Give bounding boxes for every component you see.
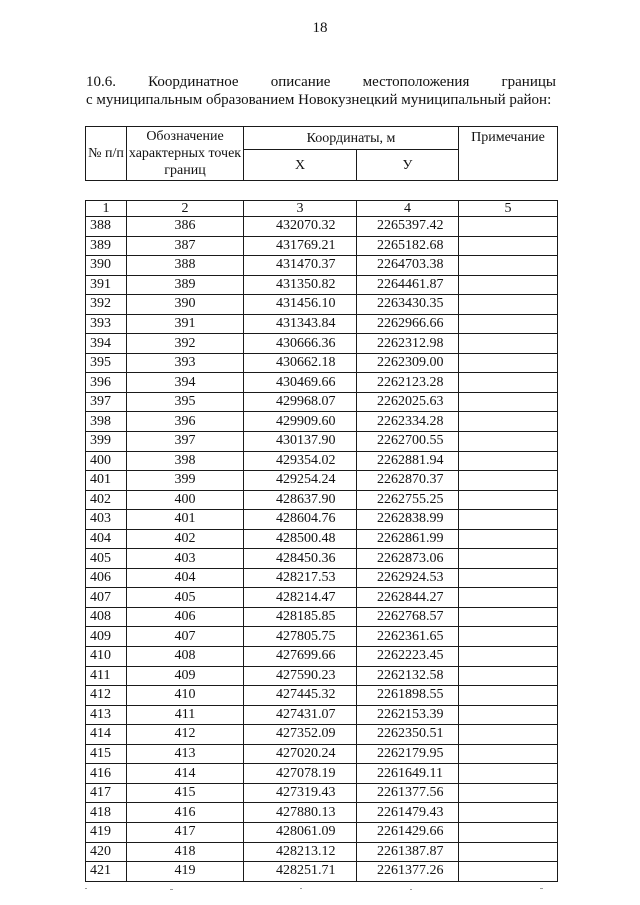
note-cell bbox=[459, 529, 558, 549]
point-id-cell: 418 bbox=[127, 842, 244, 862]
row-num-cell: 420 bbox=[86, 842, 127, 862]
y-coordinate-cell: 2262312.98 bbox=[357, 334, 459, 354]
y-coordinate-cell: 2262873.06 bbox=[357, 549, 459, 569]
header-note: Примечание bbox=[459, 127, 558, 181]
table-row bbox=[86, 432, 558, 452]
table-row bbox=[86, 627, 558, 647]
x-coordinate-cell: 429354.02 bbox=[244, 451, 357, 471]
note-cell bbox=[459, 803, 558, 823]
table-row bbox=[86, 803, 558, 823]
x-coordinate-cell: 428637.90 bbox=[244, 490, 357, 510]
column-number: 4 bbox=[357, 201, 459, 217]
y-coordinate-cell: 2265182.68 bbox=[357, 236, 459, 256]
table-row bbox=[86, 842, 558, 862]
section-heading bbox=[86, 73, 556, 109]
x-coordinate-cell: 428213.12 bbox=[244, 842, 357, 862]
coordinates-table bbox=[85, 200, 558, 882]
point-id-cell: 393 bbox=[127, 353, 244, 373]
x-coordinate-cell: 430137.90 bbox=[244, 432, 357, 452]
row-num-cell: 398 bbox=[86, 412, 127, 432]
y-coordinate-cell: 2262361.65 bbox=[357, 627, 459, 647]
row-num-cell: 404 bbox=[86, 529, 127, 549]
table-row bbox=[86, 764, 558, 784]
table-row bbox=[86, 549, 558, 569]
y-coordinate-cell: 2262123.28 bbox=[357, 373, 459, 393]
note-cell bbox=[459, 412, 558, 432]
table-row bbox=[86, 607, 558, 627]
note-cell bbox=[459, 549, 558, 569]
x-coordinate-cell: 429909.60 bbox=[244, 412, 357, 432]
x-coordinate-cell: 427020.24 bbox=[244, 744, 357, 764]
row-num-cell: 395 bbox=[86, 353, 127, 373]
x-coordinate-cell: 431350.82 bbox=[244, 275, 357, 295]
heading-line-2: с муниципальным образованием Новокузнецкий муниципальный район: bbox=[86, 92, 552, 108]
x-coordinate-cell: 429968.07 bbox=[244, 392, 357, 412]
point-id-cell: 400 bbox=[127, 490, 244, 510]
y-coordinate-cell: 2262179.95 bbox=[357, 744, 459, 764]
row-num-cell: 415 bbox=[86, 744, 127, 764]
header-designation: Обозначение характерных точек границ bbox=[127, 127, 244, 181]
x-coordinate-cell: 427352.09 bbox=[244, 725, 357, 745]
table-row bbox=[86, 862, 558, 882]
row-num-cell: 408 bbox=[86, 607, 127, 627]
x-coordinate-cell: 431343.84 bbox=[244, 314, 357, 334]
row-num-cell: 418 bbox=[86, 803, 127, 823]
point-id-cell: 390 bbox=[127, 295, 244, 315]
point-id-cell: 409 bbox=[127, 666, 244, 686]
y-coordinate-cell: 2262700.55 bbox=[357, 432, 459, 452]
table-row bbox=[86, 314, 558, 334]
point-id-cell: 410 bbox=[127, 686, 244, 706]
x-coordinate-cell: 427699.66 bbox=[244, 647, 357, 667]
x-coordinate-cell: 428185.85 bbox=[244, 607, 357, 627]
y-coordinate-cell: 2264461.87 bbox=[357, 275, 459, 295]
note-cell bbox=[459, 295, 558, 315]
column-number: 2 bbox=[127, 201, 244, 217]
note-cell bbox=[459, 666, 558, 686]
x-coordinate-cell: 428251.71 bbox=[244, 862, 357, 882]
table-row bbox=[86, 451, 558, 471]
note-cell bbox=[459, 705, 558, 725]
row-num-cell: 409 bbox=[86, 627, 127, 647]
note-cell bbox=[459, 432, 558, 452]
y-coordinate-cell: 2265397.42 bbox=[357, 217, 459, 237]
y-coordinate-cell: 2262132.58 bbox=[357, 666, 459, 686]
table-row bbox=[86, 217, 558, 237]
point-id-cell: 411 bbox=[127, 705, 244, 725]
x-coordinate-cell: 427319.43 bbox=[244, 783, 357, 803]
table-row bbox=[86, 666, 558, 686]
note-cell bbox=[459, 686, 558, 706]
row-num-cell: 410 bbox=[86, 647, 127, 667]
row-num-cell: 392 bbox=[86, 295, 127, 315]
point-id-cell: 391 bbox=[127, 314, 244, 334]
point-id-cell: 392 bbox=[127, 334, 244, 354]
row-num-cell: 414 bbox=[86, 725, 127, 745]
heading-word: местоположения bbox=[362, 74, 470, 90]
y-coordinate-cell: 2261377.26 bbox=[357, 862, 459, 882]
point-id-cell: 414 bbox=[127, 764, 244, 784]
y-coordinate-cell: 2262838.99 bbox=[357, 510, 459, 530]
y-coordinate-cell: 2262966.66 bbox=[357, 314, 459, 334]
row-num-cell: 394 bbox=[86, 334, 127, 354]
note-cell bbox=[459, 256, 558, 276]
table-row bbox=[86, 686, 558, 706]
table-row bbox=[86, 822, 558, 842]
y-coordinate-cell: 2261649.11 bbox=[357, 764, 459, 784]
row-num-cell: 389 bbox=[86, 236, 127, 256]
header-x: X bbox=[244, 150, 357, 181]
table-row bbox=[86, 744, 558, 764]
point-id-cell: 399 bbox=[127, 471, 244, 491]
y-coordinate-cell: 2261898.55 bbox=[357, 686, 459, 706]
row-num-cell: 406 bbox=[86, 568, 127, 588]
x-coordinate-cell: 430662.18 bbox=[244, 353, 357, 373]
y-coordinate-cell: 2262025.63 bbox=[357, 392, 459, 412]
note-cell bbox=[459, 217, 558, 237]
row-num-cell: 405 bbox=[86, 549, 127, 569]
coordinates-table-body bbox=[86, 201, 558, 882]
table-row bbox=[86, 295, 558, 315]
point-id-cell: 408 bbox=[127, 647, 244, 667]
header-y: У bbox=[357, 150, 459, 181]
note-cell bbox=[459, 451, 558, 471]
row-num-cell: 393 bbox=[86, 314, 127, 334]
x-coordinate-cell: 427590.23 bbox=[244, 666, 357, 686]
point-id-cell: 388 bbox=[127, 256, 244, 276]
table-row bbox=[86, 588, 558, 608]
row-num-cell: 402 bbox=[86, 490, 127, 510]
table-row bbox=[86, 705, 558, 725]
note-cell bbox=[459, 744, 558, 764]
note-cell bbox=[459, 725, 558, 745]
table-row bbox=[86, 275, 558, 295]
row-num-cell: 397 bbox=[86, 392, 127, 412]
table-row bbox=[86, 471, 558, 491]
note-cell bbox=[459, 490, 558, 510]
row-num-cell: 416 bbox=[86, 764, 127, 784]
note-cell bbox=[459, 607, 558, 627]
x-coordinate-cell: 430469.66 bbox=[244, 373, 357, 393]
y-coordinate-cell: 2262334.28 bbox=[357, 412, 459, 432]
x-coordinate-cell: 431456.10 bbox=[244, 295, 357, 315]
header-coordinates: Координаты, м bbox=[244, 127, 459, 150]
y-coordinate-cell: 2262153.39 bbox=[357, 705, 459, 725]
table-row bbox=[86, 783, 558, 803]
table-row bbox=[86, 568, 558, 588]
point-id-cell: 417 bbox=[127, 822, 244, 842]
y-coordinate-cell: 2262870.37 bbox=[357, 471, 459, 491]
point-id-cell: 387 bbox=[127, 236, 244, 256]
point-id-cell: 416 bbox=[127, 803, 244, 823]
point-id-cell: 395 bbox=[127, 392, 244, 412]
note-cell bbox=[459, 236, 558, 256]
y-coordinate-cell: 2262755.25 bbox=[357, 490, 459, 510]
note-cell bbox=[459, 627, 558, 647]
x-coordinate-cell: 432070.32 bbox=[244, 217, 357, 237]
x-coordinate-cell: 428450.36 bbox=[244, 549, 357, 569]
row-num-cell: 399 bbox=[86, 432, 127, 452]
x-coordinate-cell: 428500.48 bbox=[244, 529, 357, 549]
point-id-cell: 404 bbox=[127, 568, 244, 588]
table-row bbox=[86, 725, 558, 745]
note-cell bbox=[459, 471, 558, 491]
x-coordinate-cell: 427880.13 bbox=[244, 803, 357, 823]
note-cell bbox=[459, 568, 558, 588]
heading-line-1 bbox=[86, 73, 556, 91]
x-coordinate-cell: 430666.36 bbox=[244, 334, 357, 354]
table-header bbox=[85, 126, 558, 181]
point-id-cell: 389 bbox=[127, 275, 244, 295]
y-coordinate-cell: 2261377.56 bbox=[357, 783, 459, 803]
table-row bbox=[86, 236, 558, 256]
column-number: 1 bbox=[86, 201, 127, 217]
note-cell bbox=[459, 353, 558, 373]
point-id-cell: 401 bbox=[127, 510, 244, 530]
row-num-cell: 390 bbox=[86, 256, 127, 276]
note-cell bbox=[459, 392, 558, 412]
note-cell bbox=[459, 373, 558, 393]
note-cell bbox=[459, 783, 558, 803]
table-row bbox=[86, 510, 558, 530]
column-number: 5 bbox=[459, 201, 558, 217]
row-num-cell: 411 bbox=[86, 666, 127, 686]
x-coordinate-cell: 427445.32 bbox=[244, 686, 357, 706]
table-row bbox=[86, 373, 558, 393]
y-coordinate-cell: 2262350.51 bbox=[357, 725, 459, 745]
page-number: 18 bbox=[312, 20, 328, 36]
y-coordinate-cell: 2264703.38 bbox=[357, 256, 459, 276]
x-coordinate-cell: 427078.19 bbox=[244, 764, 357, 784]
note-cell bbox=[459, 842, 558, 862]
table-row bbox=[86, 392, 558, 412]
y-coordinate-cell: 2262223.45 bbox=[357, 647, 459, 667]
note-cell bbox=[459, 822, 558, 842]
point-id-cell: 419 bbox=[127, 862, 244, 882]
row-num-cell: 403 bbox=[86, 510, 127, 530]
row-num-cell: 400 bbox=[86, 451, 127, 471]
point-id-cell: 406 bbox=[127, 607, 244, 627]
point-id-cell: 397 bbox=[127, 432, 244, 452]
point-id-cell: 407 bbox=[127, 627, 244, 647]
point-id-cell: 396 bbox=[127, 412, 244, 432]
y-coordinate-cell: 2262924.53 bbox=[357, 568, 459, 588]
point-id-cell: 405 bbox=[127, 588, 244, 608]
table-row bbox=[86, 529, 558, 549]
x-coordinate-cell: 428214.47 bbox=[244, 588, 357, 608]
y-coordinate-cell: 2262861.99 bbox=[357, 529, 459, 549]
point-id-cell: 412 bbox=[127, 725, 244, 745]
x-coordinate-cell: 431769.21 bbox=[244, 236, 357, 256]
table-row bbox=[86, 412, 558, 432]
note-cell bbox=[459, 275, 558, 295]
x-coordinate-cell: 431470.37 bbox=[244, 256, 357, 276]
x-coordinate-cell: 429254.24 bbox=[244, 471, 357, 491]
x-coordinate-cell: 427431.07 bbox=[244, 705, 357, 725]
table-row bbox=[86, 334, 558, 354]
note-cell bbox=[459, 588, 558, 608]
row-num-cell: 407 bbox=[86, 588, 127, 608]
column-number: 3 bbox=[244, 201, 357, 217]
note-cell bbox=[459, 862, 558, 882]
point-id-cell: 398 bbox=[127, 451, 244, 471]
column-number-row bbox=[86, 201, 558, 217]
heading-word: Координатное bbox=[148, 74, 239, 90]
point-id-cell: 402 bbox=[127, 529, 244, 549]
y-coordinate-cell: 2261387.87 bbox=[357, 842, 459, 862]
row-num-cell: 396 bbox=[86, 373, 127, 393]
row-num-cell: 419 bbox=[86, 822, 127, 842]
x-coordinate-cell: 428217.53 bbox=[244, 568, 357, 588]
table-row bbox=[86, 256, 558, 276]
row-num-cell: 412 bbox=[86, 686, 127, 706]
point-id-cell: 386 bbox=[127, 217, 244, 237]
y-coordinate-cell: 2261479.43 bbox=[357, 803, 459, 823]
table-row bbox=[86, 353, 558, 373]
x-coordinate-cell: 427805.75 bbox=[244, 627, 357, 647]
y-coordinate-cell: 2262844.27 bbox=[357, 588, 459, 608]
note-cell bbox=[459, 510, 558, 530]
row-num-cell: 421 bbox=[86, 862, 127, 882]
y-coordinate-cell: 2262768.57 bbox=[357, 607, 459, 627]
table-row bbox=[86, 647, 558, 667]
row-num-cell: 391 bbox=[86, 275, 127, 295]
point-id-cell: 394 bbox=[127, 373, 244, 393]
heading-word: границы bbox=[501, 74, 556, 90]
header-num: № п/п bbox=[86, 127, 127, 181]
point-id-cell: 415 bbox=[127, 783, 244, 803]
note-cell bbox=[459, 647, 558, 667]
y-coordinate-cell: 2262881.94 bbox=[357, 451, 459, 471]
footer-speckles bbox=[0, 884, 640, 896]
row-num-cell: 388 bbox=[86, 217, 127, 237]
y-coordinate-cell: 2263430.35 bbox=[357, 295, 459, 315]
y-coordinate-cell: 2262309.00 bbox=[357, 353, 459, 373]
y-coordinate-cell: 2261429.66 bbox=[357, 822, 459, 842]
x-coordinate-cell: 428604.76 bbox=[244, 510, 357, 530]
table-row bbox=[86, 490, 558, 510]
heading-word: описание bbox=[270, 74, 331, 90]
note-cell bbox=[459, 314, 558, 334]
note-cell bbox=[459, 764, 558, 784]
note-cell bbox=[459, 334, 558, 354]
row-num-cell: 417 bbox=[86, 783, 127, 803]
point-id-cell: 413 bbox=[127, 744, 244, 764]
row-num-cell: 401 bbox=[86, 471, 127, 491]
point-id-cell: 403 bbox=[127, 549, 244, 569]
x-coordinate-cell: 428061.09 bbox=[244, 822, 357, 842]
section-number: 10.6. bbox=[86, 74, 116, 90]
row-num-cell: 413 bbox=[86, 705, 127, 725]
